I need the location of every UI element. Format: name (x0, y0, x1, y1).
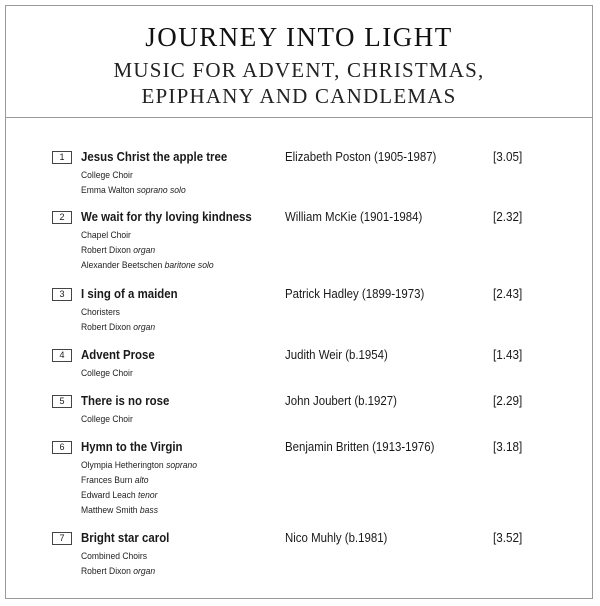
track-duration: [1.43] (493, 347, 523, 362)
performer-name: College Choir (81, 414, 133, 425)
performer-role: organ (133, 566, 156, 577)
album-subtitle-line-2: EPIPHANY AND CANDLEMAS (141, 84, 457, 108)
track-composer: Nico Muhly (b.1981) (285, 530, 388, 545)
track-title: Advent Prose (81, 347, 155, 362)
track-duration: [3.18] (493, 439, 523, 454)
performer-line (81, 243, 155, 258)
performer-role: organ (133, 322, 156, 333)
performer-role: alto (134, 475, 149, 486)
track-number: 3 (52, 288, 72, 301)
performer-name: Frances Burn (81, 475, 133, 486)
track-title: There is no rose (81, 393, 170, 408)
performer-line (81, 258, 214, 273)
performer-role: baritone solo (164, 260, 214, 271)
album-subtitle-line-1: MUSIC FOR ADVENT, CHRISTMAS, (113, 58, 485, 82)
performer-line (81, 488, 158, 503)
track-duration: [3.05] (493, 149, 523, 164)
performer-line (81, 183, 186, 198)
track-title: Jesus Christ the apple tree (81, 149, 228, 164)
track-duration: [2.29] (493, 393, 523, 408)
track-number: 4 (52, 349, 72, 362)
track-composer: Patrick Hadley (1899-1973) (285, 286, 425, 301)
performer-line (81, 168, 133, 183)
track-duration: [2.32] (493, 209, 523, 224)
performer-name: College Choir (81, 368, 133, 379)
performer-name: Robert Dixon (81, 566, 131, 577)
track-number: 5 (52, 395, 72, 408)
track-title: I sing of a maiden (81, 286, 178, 301)
performer-name: Combined Choirs (81, 551, 148, 562)
track-title: Hymn to the Virgin (81, 439, 183, 454)
track-duration: [3.52] (493, 530, 523, 545)
performer-line (81, 473, 149, 488)
track-number: 1 (52, 151, 72, 164)
performer-name: Matthew Smith (81, 505, 138, 516)
performer-line (81, 503, 158, 518)
performer-line (81, 366, 133, 381)
track-composer: William McKie (1901-1984) (285, 209, 423, 224)
track-composer: Elizabeth Poston (1905-1987) (285, 149, 437, 164)
performer-line (81, 564, 155, 579)
performer-name: Alexander Beetschen (81, 260, 163, 271)
performer-name: Robert Dixon (81, 245, 131, 256)
performer-name: Edward Leach (81, 490, 136, 501)
performer-name: College Choir (81, 170, 133, 181)
performer-name: Choristers (81, 307, 120, 318)
performer-role: soprano solo (136, 185, 186, 196)
track-duration: [2.43] (493, 286, 523, 301)
track-title: Bright star carol (81, 530, 170, 545)
performer-role: tenor (138, 490, 158, 501)
performer-line (81, 305, 120, 320)
track-composer: John Joubert (b.1927) (285, 393, 397, 408)
performer-name: Olympia Hetherington (81, 460, 164, 471)
performer-role: soprano (166, 460, 197, 471)
performer-line (81, 320, 155, 335)
header (6, 6, 592, 118)
track-number: 6 (52, 441, 72, 454)
track-number: 2 (52, 211, 72, 224)
performer-line (81, 458, 197, 473)
album-title: JOURNEY INTO LIGHT (145, 22, 453, 52)
performer-name: Chapel Choir (81, 230, 131, 241)
performer-line (81, 549, 147, 564)
track-title: We wait for thy loving kindness (81, 209, 252, 224)
performer-name: Emma Walton (81, 185, 135, 196)
track-composer: Benjamin Britten (1913-1976) (285, 439, 435, 454)
performer-line (81, 412, 133, 427)
performer-line (81, 228, 131, 243)
performer-role: bass (139, 505, 158, 516)
performer-role: organ (133, 245, 156, 256)
track-number: 7 (52, 532, 72, 545)
performer-name: Robert Dixon (81, 322, 131, 333)
track-composer: Judith Weir (b.1954) (285, 347, 388, 362)
